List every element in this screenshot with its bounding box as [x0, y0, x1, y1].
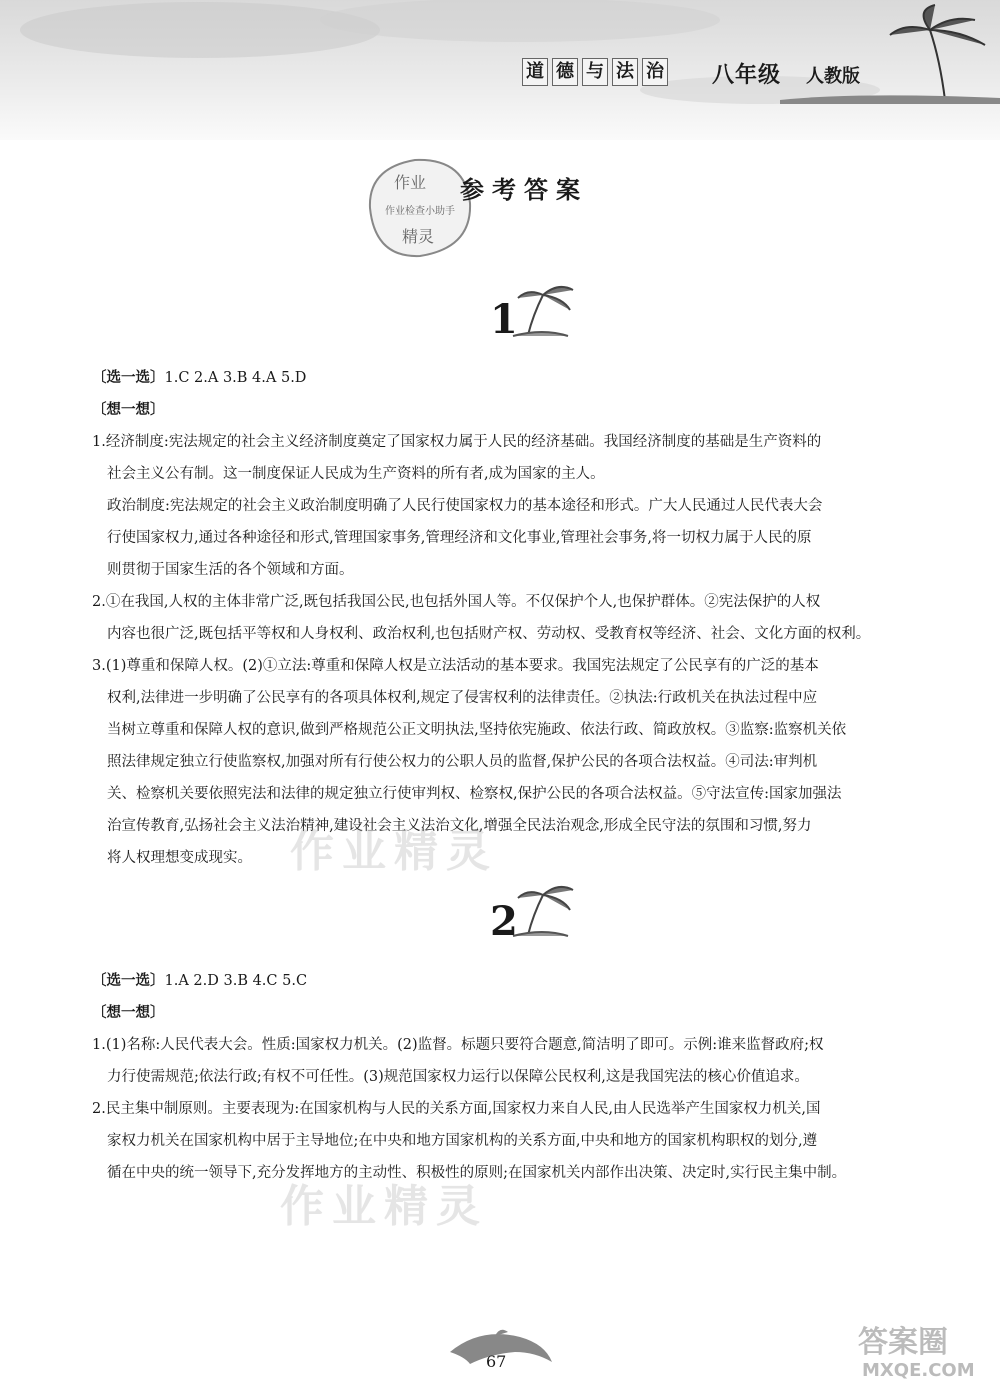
choice-label: 〔选一选〕: [92, 972, 165, 989]
answer-line: 1.(1)名称:人民代表大会。性质:国家权力机关。(2)监督。标题只要符合题意,简洁明了即可。示例:谁来监督政府;权: [92, 1037, 824, 1053]
answer-site-logo: [850, 1318, 1000, 1382]
answer-line: 照法律规定独立行使监察权,加强对所有行使公权力的公职人员的监督,保护公民的各项合法权益。④司法:审判机: [107, 754, 818, 770]
palm-tree-icon: [890, 5, 985, 100]
answer-line: 力行使需规范;依法行政;有权不可任性。(3)规范国家权力运行以保障公民权利,这是我国宪法的核心价值追求。: [107, 1069, 809, 1085]
watermark-text: 作业精灵: [290, 826, 498, 877]
palm-tree-icon: [508, 880, 578, 940]
answer-line: 1.经济制度:宪法规定的社会主义经济制度奠定了国家权力属于人民的经济基础。我国经济制度的基础是生产资料的: [92, 434, 822, 450]
choice-label: 〔选一选〕: [92, 369, 165, 386]
answer-line: 权利,法律进一步明确了公民享有的各项具体权利,规定了侵害权利的法律责任。②执法:行政机关在执法过程中应: [107, 690, 818, 706]
think-label: 〔想一想〕: [92, 401, 165, 418]
stamp-middle-text: 作业检查小助手: [385, 206, 455, 217]
watermark-text: 作业精灵: [280, 1181, 488, 1232]
section-number: 1: [490, 296, 518, 343]
choice-answers-row: [92, 965, 912, 997]
think-label: 〔想一想〕: [92, 1004, 165, 1021]
subject-char: 法: [612, 58, 638, 86]
section-number: 2: [490, 898, 518, 945]
choice-answers: 1.C 2.A 3.B 4.A 5.D: [164, 370, 307, 386]
subject-title: [522, 58, 668, 86]
answer-line: 治宣传教育,弘扬社会主义法治精神,建设社会主义法治文化,增强全民法治观念,形成全民守法的氛围和习惯,努力: [107, 818, 812, 834]
answer-line: 社会主义公有制。这一制度保证人民成为生产资料的所有者,成为国家的主人。: [107, 466, 605, 482]
answer-line: 循在中央的统一领导下,充分发挥地方的主动性、积极性的原则;在国家机关内部作出决策、决定时,实行民主集中制。: [107, 1165, 847, 1181]
answer-line: 政治制度:宪法规定的社会主义政治制度明确了人民行使国家权力的基本途径和形式。广大人民通过人民代表大会: [107, 498, 823, 514]
edition-label: 人教版: [806, 66, 860, 87]
answer-line: 则贯彻于国家生活的各个领域和方面。: [107, 562, 354, 578]
palm-tree-icon: [508, 280, 578, 340]
answer-line: 3.(1)尊重和保障人权。(2)①立法:尊重和保障人权是立法活动的基本要求。我国宪法规定了公民享有的广泛的基本: [92, 658, 819, 674]
answer-line: 家权力机关在国家机构中居于主导地位;在中央和地方国家机构的关系方面,中央和地方的国家机构职权的划分,遵: [107, 1133, 818, 1149]
logo-url: MXQE.COM: [862, 1360, 975, 1381]
subject-char: 治: [642, 58, 668, 86]
answer-line: 行使国家权力,通过各种途径和形式,管理国家事务,管理经济和文化事业,管理社会事务,将一切权力属于人民的原: [107, 530, 812, 546]
answer-line: 当树立尊重和保障人权的意识,做到严格规范公正文明执法,坚持依宪施政、依法行政、简政放权。③监察:监察机关依: [107, 722, 847, 738]
grade-label: 八年级: [712, 62, 782, 88]
logo-text: 答案圈: [858, 1325, 948, 1360]
subject-char: 与: [582, 58, 608, 86]
choice-answers-row: [92, 362, 912, 394]
answer-line: 内容也很广泛,既包括平等权和人身权利、政治权利,也包括财产权、劳动权、受教育权等经济、社会、文化方面的权利。: [107, 626, 871, 642]
stamp-top-text: 作业: [393, 173, 427, 192]
choice-answers: 1.A 2.D 3.B 4.C 5.C: [164, 973, 308, 989]
subject-char: 道: [522, 58, 548, 86]
answer-line: 关、检察机关要依照宪法和法律的规定独立行使审判权、检察权,保护公民的各项合法权益。⑤守法宣传:国家加强法: [107, 786, 842, 802]
answer-line: 2.民主集中制原则。主要表现为:在国家机构与人民的关系方面,国家权力来自人民,由人民选举产生国家权力机关,国: [92, 1101, 821, 1117]
stamp-bottom-text: 精灵: [401, 227, 435, 246]
page-number: 67: [486, 1352, 507, 1371]
page-title: 参考答案: [460, 175, 588, 204]
answer-line: 将人权理想变成现实。: [107, 850, 252, 866]
answer-line: 2.①在我国,人权的主体非常广泛,既包括我国公民,也包括外国人等。不仅保护个人,也保护群体。②宪法保护的人权: [92, 594, 821, 610]
subject-char: 德: [552, 58, 578, 86]
section-2-content: [92, 965, 912, 1189]
stamp-seal: [360, 148, 478, 266]
section-1-content: [92, 362, 912, 874]
